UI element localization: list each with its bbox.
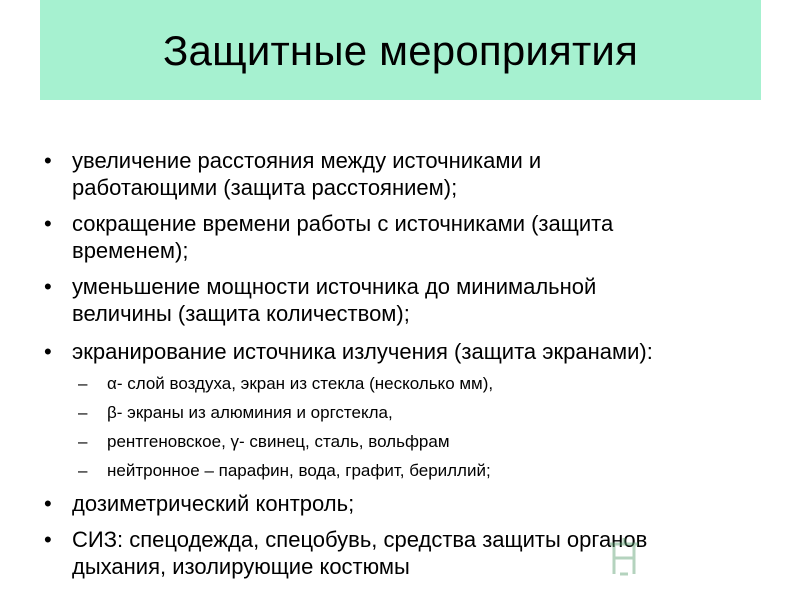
sub-item-text: β- экраны из алюминия и оргстекла, [107,403,393,422]
slide-title: Защитные мероприятия [162,27,639,74]
bullet-text-line: СИЗ: спецодежда, спецобувь, средства защиты органов [72,527,648,552]
bullet-text-line: экранирование источника излучения (защита экранами): [72,339,653,364]
bullet-text-line: увеличение расстояния между источниками и [72,148,542,173]
sub-item-dash: – [78,403,88,422]
sub-item-dash: – [78,461,88,480]
bullet-text-line: дыхания, изолирующие костюмы [72,554,410,579]
sub-item-text: нейтронное – парафин, вода, графит, бериллий; [107,461,491,480]
watermark-icon [604,534,644,578]
bullet-text-line: работающими (защита расстоянием); [72,175,458,200]
bullet-text-line: сокращение времени работы с источниками (защита [72,211,614,236]
bullet-marker: • [44,527,52,552]
bullet-marker: • [44,148,52,173]
bullet-text-line: уменьшение мощности источника до минимальной [72,274,597,299]
bullet-marker: • [44,491,52,516]
sub-item-dash: – [78,432,88,451]
sub-item-text: α- слой воздуха, экран из стекла (несколько мм), [107,374,494,393]
bullet-marker: • [44,339,52,364]
bullet-text-line: дозиметрический контроль; [72,491,355,516]
bullet-text-line: величины (защита количеством); [72,301,410,326]
sub-item-text: рентгеновское, γ- свинец, сталь, вольфрам [107,432,450,451]
bullet-marker: • [44,211,52,236]
bullet-text-line: временем); [72,238,189,263]
bullet-marker: • [44,274,52,299]
sub-item-dash: – [78,374,88,393]
